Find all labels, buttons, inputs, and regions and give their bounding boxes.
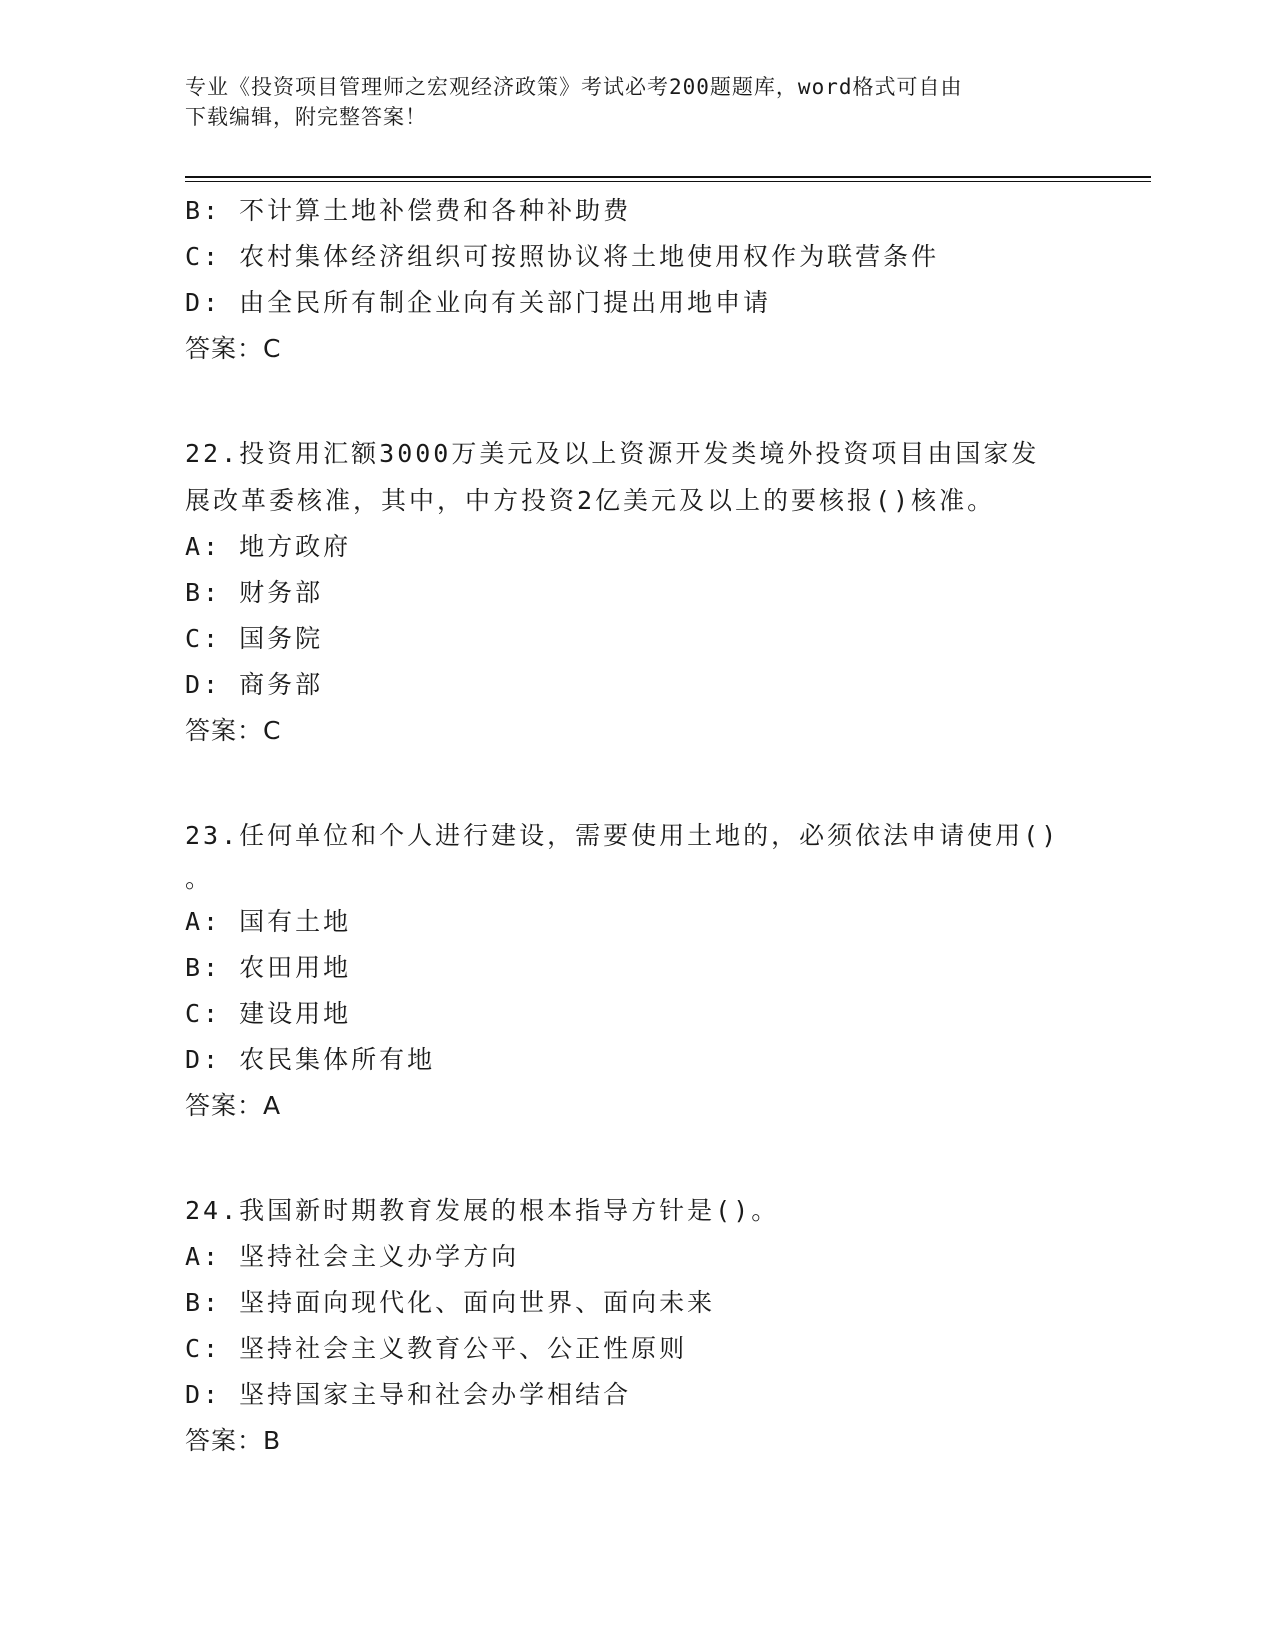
header-rule-thick [185, 176, 1151, 178]
question-stem: 23.任何单位和个人进行建设，需要使用土地的，必须依法申请使用() [185, 821, 1060, 850]
question-22 [185, 430, 1065, 754]
question-stem: 22.投资用汇额3000万美元及以上资源开发类境外投资项目由国家发 [185, 439, 1040, 468]
option-d: D: 农民集体所有地 [185, 1045, 436, 1074]
question-24 [185, 1187, 1065, 1464]
header-line-2: 下载编辑，附完整答案！ [185, 105, 427, 129]
option-a: A: 地方政府 [185, 532, 352, 561]
option-c: C: 农村集体经济组织可按照协议将土地使用权作为联营条件 [185, 242, 940, 271]
answer-line: 答案：C [185, 334, 282, 363]
question-stem: 。 [185, 864, 214, 893]
answer-line: 答案：B [185, 1426, 282, 1455]
option-c: C: 国务院 [185, 624, 324, 653]
option-b: B: 财务部 [185, 578, 324, 607]
question-23 [185, 812, 1065, 1129]
question-content [185, 188, 1065, 1464]
spacer [185, 1129, 1065, 1187]
option-b: B: 坚持面向现代化、面向世界、面向未来 [185, 1288, 716, 1317]
option-c: C: 坚持社会主义教育公平、公正性原则 [185, 1334, 688, 1363]
spacer [185, 754, 1065, 812]
spacer [185, 372, 1065, 430]
answer-line: 答案：A [185, 1091, 282, 1120]
question-stem: 24.我国新时期教育发展的根本指导方针是()。 [185, 1196, 780, 1225]
option-a: A: 坚持社会主义办学方向 [185, 1242, 520, 1271]
question-stem: 展改革委核准，其中，中方投资2亿美元及以上的要核报()核准。 [185, 486, 996, 515]
option-d: D: 坚持国家主导和社会办学相结合 [185, 1380, 632, 1409]
option-d: D: 商务部 [185, 670, 324, 699]
option-c: C: 建设用地 [185, 999, 352, 1028]
option-a: A: 国有土地 [185, 907, 352, 936]
header-line-1: 专业《投资项目管理师之宏观经济政策》考试必考200题题库，word格式可自由 [185, 75, 963, 99]
option-b: B: 不计算土地补偿费和各种补助费 [185, 196, 632, 225]
option-d: D: 由全民所有制企业向有关部门提出用地申请 [185, 288, 772, 317]
answer-line: 答案：C [185, 716, 282, 745]
option-b: B: 农田用地 [185, 953, 352, 982]
document-header [185, 72, 1065, 132]
question-21-tail [185, 188, 1065, 372]
header-rule-thin [185, 181, 1151, 182]
